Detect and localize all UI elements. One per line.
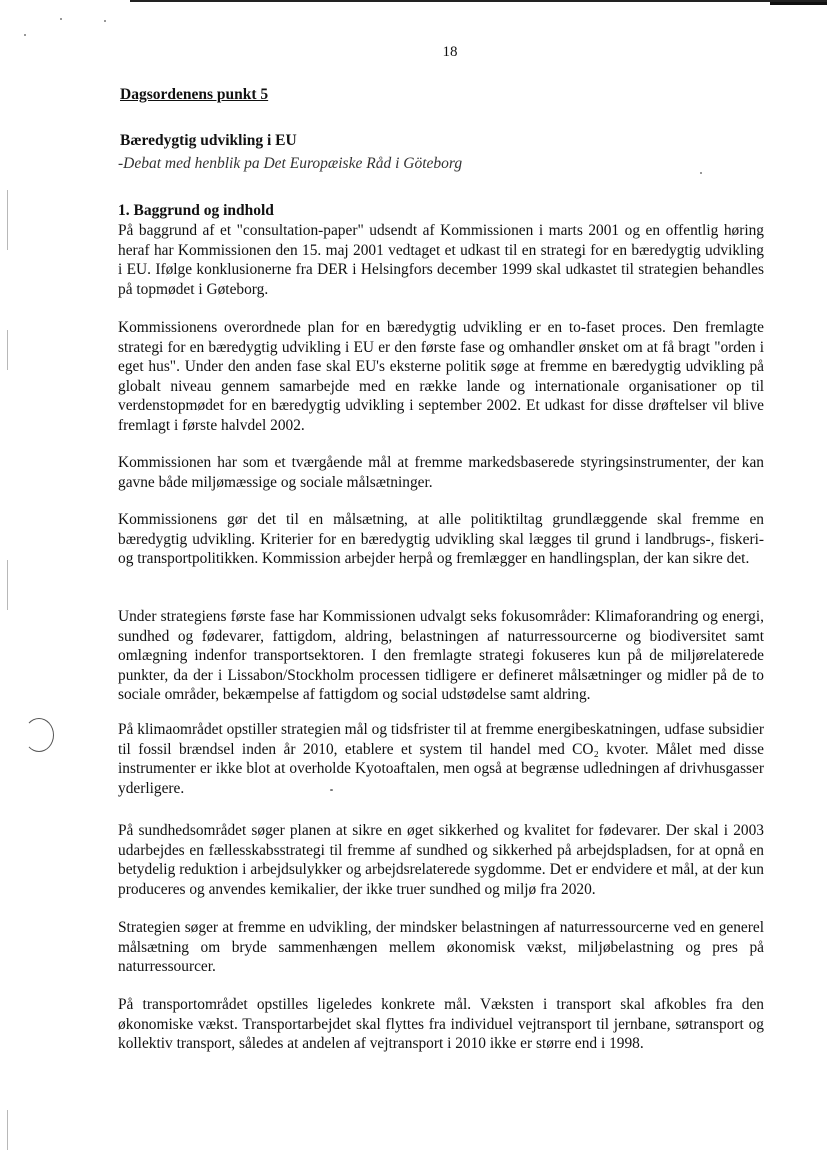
- scan-edge-mark: [7, 1110, 8, 1150]
- paragraph: Kommissionens overordnede plan for en bæredygtig udvikling er en to-faset proces. Den fremlagte strategi for en bæredygtig udvikling i EU er den første fase og omhandler ønsket om at få bragt "orden i eget hus". Under den anden fase skal EU's eksterne politik søge at fremme en bæredygtig udvikling på globalt niveau gennem samarbejde med en række lande og internationale organisationer op til verdenstopmødet for en bæredygtig udvikling i september 2002. Et udkast for disse drøftelser vil blive fremlagt i første halvdel 2002.: [118, 319, 764, 434]
- scan-edge-mark: [7, 560, 8, 610]
- paragraph: På transportområdet opstilles ligeledes konkrete mål. Væksten i transport skal afkobles fra den økonomiske vækst. Transportarbejdet skal flyttes fra individuel vejtransport til jernbane, søtransport og kollektiv transport, således at andelen af vejtransport i 2010 ikke er større end i 1998.: [118, 996, 764, 1052]
- scan-edge-mark: [7, 330, 8, 370]
- document-title: Bæredygtig udvikling i EU: [120, 132, 297, 149]
- agenda-item-heading: Dagsordenens punkt 5: [120, 86, 269, 103]
- paragraph: Kommissionens gør det til en målsætning, at alle politiktiltag grundlæggende skal fremme en bæredygtig udvikling. Kriterier for en bæredygtig udvikling skal lægges til grund i landbrugs-, fiskeri- og transportpolitikken. Kommission arbejder herpå og fremlægger en handlingsplan, der kan sikre det.: [118, 511, 764, 567]
- paragraph: På klimaområdet opstiller strategien mål og tidsfrister til at fremme energibeskatningen, udfase subsidier til fossil brændsel inden år 2010, etablere et system til handel med CO₂ kvoter. Målet med disse instrumenter er ikke blot at overholde Kyotoaftalen, men også at begrænse udledningen af drivhusgasser yderligere.: [118, 721, 764, 797]
- scan-edge-mark: [7, 190, 8, 250]
- paragraph: Under strategiens første fase har Kommissionen udvalgt seks fokusområder: Klimaforandring og energi, sundhed og fødevarer, fattigdom, aldring, belastningen af naturressourcerne og biodiversitet samt omlægning indenfor transportsektoren. I den fremlagte strategi fokuseres kun på de miljørelaterede punkter, da der i Lissabon/Stockholm processen tidligere er defineret målsætninger og midler på de to sociale områder, bekæmpelse af fattigdom og social udstødelse samt aldring.: [118, 608, 764, 703]
- scan-speck: [24, 34, 26, 36]
- scan-edge-line: [770, 2, 827, 5]
- scan-speck: [700, 172, 702, 174]
- scan-speck: [60, 18, 62, 20]
- scan-edge-line: [130, 0, 827, 2]
- paragraph: På sundhedsområdet søger planen at sikre en øget sikkerhed og kvalitet for fødevarer. Der skal i 2003 udarbejdes en fællesskabsstrategi til fremme af sundhed og sikkerhed på arbejdspladsen, for at opnå en betydelig reduktion i arbejdsulykker og arbejdsrelaterede sygdomme. Det er endvidere et mål, at der kun produceres og anvendes kemikalier, der ikke truer sundhed og miljø fra 2020.: [118, 822, 764, 898]
- section-heading: 1. Baggrund og indhold: [118, 202, 274, 219]
- paragraph: På baggrund af et "consultation-paper" udsendt af Kommissionen i marts 2001 og en offentlig høring heraf har Kommissionen den 15. maj 2001 vedtaget et udkast til en strategi for en bæredygtig udvikling i EU. Ifølge konklusionerne fra DER i Helsingfors december 1999 skal udkastet til strategien behandles på topmødet i Gøteborg.: [118, 222, 764, 298]
- paragraph: Kommissionen har som et tværgående mål at fremme markedsbaserede styringsinstrumenter, der kan gavne både miljømæssige og sociale målsætninger.: [118, 454, 764, 491]
- page-number: 18: [442, 44, 458, 60]
- punch-hole: [24, 718, 54, 752]
- scan-speck: [104, 20, 106, 22]
- paragraph: Strategien søger at fremme en udvikling, der mindsker belastningen af naturressourcerne ved en generel målsætning om bryde sammenhængen mellem økonomisk vækst, miljøbelastning og pres på naturressourcer.: [118, 919, 764, 975]
- document-subtitle: -Debat med henblik pa Det Europæiske Råd i Göteborg: [118, 155, 463, 172]
